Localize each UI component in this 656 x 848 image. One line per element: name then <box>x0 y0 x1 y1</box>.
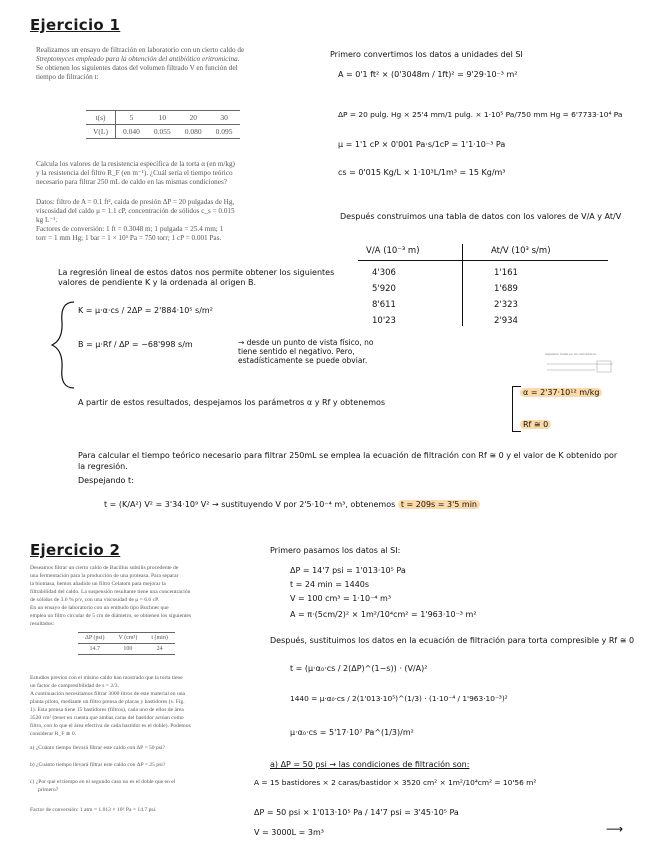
atv-cell: 2'323 <box>494 300 518 310</box>
ej2-statement <box>30 564 262 628</box>
question-line: y la resistencia del filtro R_F (en m⁻¹). ¿Cuál sería el tiempo teórico <box>36 169 233 177</box>
ej2-data-table <box>78 632 175 655</box>
statement-line: 3520 cm² (tener en cuenta que ambas caras del bastidor actúan como <box>30 715 184 721</box>
statement-line: En un ensayo de laboratorio con un embudo tipo Buchner que <box>30 605 169 611</box>
table-cell: 0.080 <box>178 125 209 139</box>
despejando-label: Despejando t: <box>78 476 134 485</box>
statement-line: Estudios previos con el mismo caldo han mostrado que la torta tiene <box>30 675 183 681</box>
datos-line: Datos: filtro de A = 0.1 ft², caída de presión ΔP = 20 pulgadas de Hg, <box>36 198 235 206</box>
col-atv-header: At/V (10³ s/m) <box>491 246 551 256</box>
question-b: b) ¿Cuánto tiempo llevará filtrar este caldo con ΔP = 25 psi? <box>30 762 166 768</box>
table-cell: ΔP (psi) <box>78 633 111 644</box>
statement-line: Realizamos un ensayo de filtración en laboratorio con un cierto caldo de <box>36 46 245 54</box>
ej1-statement <box>36 46 326 82</box>
alpha-result <box>520 388 602 398</box>
table-cell: 5 <box>116 111 147 125</box>
question-line: necesario para filtrar 250 mL de caldo en las mismas condiciones? <box>36 178 227 186</box>
statement-line: filtrabilidad del caldo. La suspensión resultante tiene una concentración <box>30 589 191 595</box>
statement-line: un factor de compresibilidad de s = 2/3. <box>30 683 119 689</box>
tiny-calculator-note: regresión lineal en mi calculadora <box>545 352 596 356</box>
table-vline <box>462 244 463 326</box>
ej1-title: Ejercicio 1 <box>30 16 121 34</box>
ej1-datos <box>36 198 326 243</box>
statement-line: A continuación necesitamos filtrar 3000 litros de este material en una <box>30 691 186 697</box>
eq-b: B = μ·Rf / ΔP = −68'998 s/m <box>78 340 193 349</box>
ej2-d1: ΔP = 14'7 psi = 1'013·10⁵ Pa <box>290 566 406 575</box>
b-note: → desde un punto de vista físico, no tiene sentido el negativo. Pero, estadísticamente se puede obviar. <box>238 338 374 365</box>
ej2-part-a-area: A = 15 bastidores × 2 caras/bastidor × 3520 cm² × 1m²/10⁴cm² = 10'56 m² <box>254 778 537 787</box>
ej1-question <box>36 160 326 187</box>
ej2-sust: Después, sustituimos los datos en la ecuación de filtración para torta compresible y Rf ≅ 0 <box>270 636 635 645</box>
statement-line: considerar R_F ≅ 0. <box>30 731 77 737</box>
ej2-part-a-volume: V = 3000L = 3m³ <box>254 828 324 837</box>
statement-line: planta piloto, mediante un filtro prensa de placas y bastidores (v. Fig. <box>30 699 185 705</box>
rf-highlight: Rf ≅ 0 <box>520 420 551 429</box>
calc-intro: Para calcular el tiempo teórico necesario para filtrar 250mL se emplea la ecuación de filtración con Rf ≅ 0 y el valor de K obtenido por la regresión. <box>78 451 618 471</box>
table-cell: 0.055 <box>147 125 178 139</box>
ej2-statement2 <box>30 674 262 738</box>
table-cell: t (min) <box>144 633 175 644</box>
ej1-data-table <box>86 110 240 139</box>
continue-arrow-icon: ⟶ <box>606 822 624 836</box>
table-cell: V (cm³) <box>111 633 144 644</box>
ej2-d4: A = π·(5cm/2)² × 1m²/10⁴cm² = 1'963·10⁻³ m² <box>290 610 477 619</box>
ej1-sol-intro: Primero convertimos los datos a unidades del SI <box>330 50 523 59</box>
despejamos-text: A partir de estos resultados, despejamos los parámetros α y Rf y obtenemos <box>78 398 386 407</box>
table-cell: 24 <box>144 644 175 655</box>
ej2-title: Ejercicio 2 <box>30 541 121 559</box>
datos-line: kg L⁻¹. <box>36 216 58 224</box>
col-va-header: V/A (10⁻³ m) <box>366 246 420 256</box>
table-cell: V(L) <box>86 125 116 139</box>
statement-line: la biomasa, hemos añadido un filtro Celatom para mejorar la <box>30 581 166 587</box>
ej2-eq-res: μ·α₀·cs = 5'17·10⁷ Pa^(1/3)/m² <box>290 728 414 737</box>
atv-cell: 1'689 <box>494 284 518 294</box>
statement-line: tiempo de filtración t: <box>36 73 99 81</box>
statement-line: de sólidos de 3.6 % p/v, con una viscosidad de μ = 6.6 cP. <box>30 597 159 603</box>
table-cell: t(s) <box>86 111 116 125</box>
va-cell: 10'23 <box>372 316 396 326</box>
factores-line: Factores de conversión: 1 ft = 0.3048 m; 1 pulgada = 25.4 mm; 1 <box>36 225 224 233</box>
ej2-sol-intro: Primero pasamos los datos al SI: <box>270 546 401 555</box>
atv-cell: 1'161 <box>494 268 518 278</box>
table-cell: 30 <box>209 111 240 125</box>
ej2-d2: t = 24 min = 1440s <box>290 580 370 589</box>
ej1-table-intro: Después construimos una tabla de datos con los valores de V/A y At/V <box>340 212 622 221</box>
conversion-factor: Factor de conversión: 1 atm = 1.013 × 10⁵ Pa = 14.7 psi. <box>30 807 157 813</box>
statement-line: filtro, con lo que el área efectiva de cada bastidor es el doble). Podemos <box>30 723 191 729</box>
statement-line: una fermentación para la producción de una proteasa. Para separar <box>30 573 179 579</box>
tiny-calc-sketch-icon <box>545 358 615 374</box>
va-cell: 8'611 <box>372 300 396 310</box>
statement-line: resultados: <box>30 621 55 627</box>
table-cell: 10 <box>147 111 178 125</box>
eq-k: K = μ·α·cs / 2ΔP = 2'884·10⁵ s/m² <box>78 306 213 315</box>
statement-line: Streptomyces empleado para la obtención del antibiótico eritromicina. <box>36 55 240 63</box>
table-cell: 100 <box>111 644 144 655</box>
statement-line: Se obtienen los siguientes datos del volumen filtrado V en función del <box>36 64 238 72</box>
statement-line: emplea un filtro circular de 5 cm de diámetro, se obtienen los siguientes <box>30 613 192 619</box>
table-hline <box>358 260 608 261</box>
eq-area: A = 0'1 ft² × (0'3048m / 1ft)² = 9'29·10⁻³ m² <box>338 70 518 79</box>
question-line: Calcula los valores de la resistencia específica de la torta α (en m/kg) <box>36 160 235 168</box>
atv-cell: 2'934 <box>494 316 518 326</box>
table-cell: 0.040 <box>116 125 147 139</box>
factores-line: torr = 1 mm Hg; 1 bar = 1 × 10⁵ Pa = 750 torr; 1 cP = 0.001 Pas. <box>36 234 222 242</box>
table-cell: 20 <box>178 111 209 125</box>
ej2-d3: V = 100 cm³ = 1·10⁻⁴ m³ <box>290 594 392 603</box>
time-result-highlight: t = 209s = 3'5 min <box>398 500 480 509</box>
eq-cs: cs = 0'015 Kg/L × 1·10³L/1m³ = 15 Kg/m³ <box>338 168 506 177</box>
table-cell: 0.095 <box>209 125 240 139</box>
eq-time <box>104 500 480 510</box>
eq-pressure: ΔP = 20 pulg. Hg × 25'4 mm/1 pulg. × 1·10⁵ Pa/750 mm Hg = 6'7733·10⁴ Pa <box>338 110 623 119</box>
alpha-highlight: α = 2'37·10¹² m/kg <box>520 388 602 397</box>
ej2-part-a-title: a) ΔP = 50 psi → las condiciones de filtración son: <box>270 760 470 769</box>
ej2-part-a-pressure: ΔP = 50 psi × 1'013·10⁵ Pa / 14'7 psi = 3'45·10⁵ Pa <box>254 808 459 817</box>
question-c: c) ¿Por qué el tiempo en el segundo caso no es el doble que en el <box>30 779 176 785</box>
eq-time-text: t = (K/A²) V² = 3'34·10⁹ V² → sustituyendo V por 2'5·10⁻⁴ m³, obtenemos <box>104 500 396 509</box>
datos-line: viscosidad del caldo μ = 1.1 cP, concentración de sólidos c_s = 0.015 <box>36 207 235 215</box>
ej2-questions <box>30 744 262 814</box>
left-brace <box>50 300 78 390</box>
table-cell: 14.7 <box>78 644 111 655</box>
ej2-eq-general: t = (μ·α₀·cs / 2(ΔP)^(1−s)) · (V/A)² <box>290 664 428 673</box>
va-cell: 5'920 <box>372 284 396 294</box>
question-a: a) ¿Cuánto tiempo llevará filtrar este caldo con ΔP = 50 psi? <box>30 745 166 751</box>
question-c-cont: primero? <box>38 787 59 793</box>
statement-line: 1). Esta prensa tiene 15 bastidores (filtros), cada uno de ellos de área <box>30 707 184 713</box>
regression-text: La regresión lineal de estos datos nos permite obtener los siguientes valores de pendiente K y la ordenada al origen B. <box>58 268 335 287</box>
eq-viscosity: μ = 1'1 cP × 0'001 Pa·s/1cP = 1'1·10⁻³ Pa <box>338 140 506 149</box>
statement-line: Deseamos filtrar un cierto caldo de Bacillus subtilis procedente de <box>30 565 179 571</box>
va-cell: 4'306 <box>372 268 396 278</box>
rf-result <box>520 420 551 430</box>
ej2-eq-num: 1440 = μ·α₀·cs / 2(1'013·10⁵)^(1/3) · (1·10⁻⁴ / 1'963·10⁻³)² <box>290 694 508 703</box>
